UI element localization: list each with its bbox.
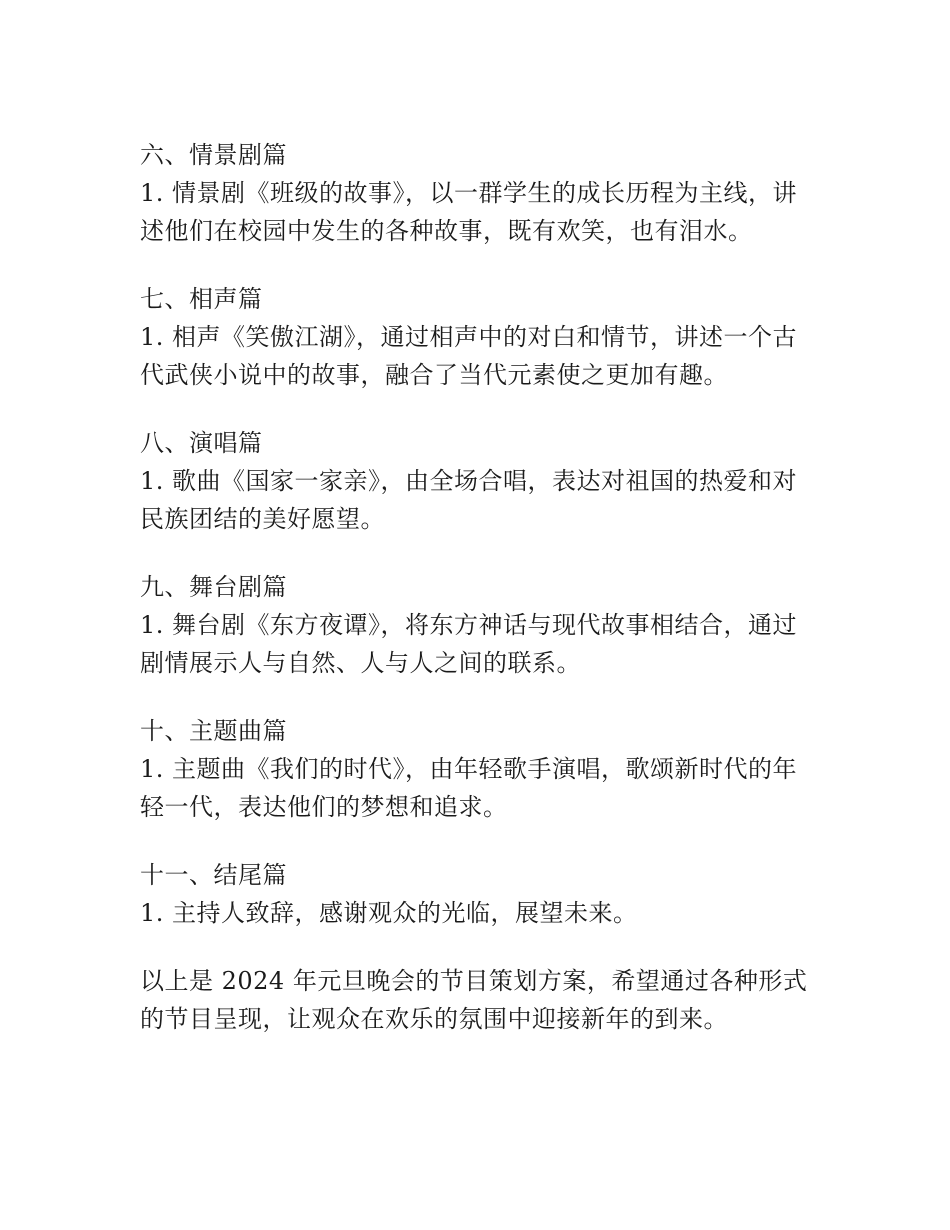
document-page xyxy=(140,136,820,1068)
section-heading: 六、情景剧篇 xyxy=(140,141,287,169)
section-heading: 八、演唱篇 xyxy=(140,429,263,457)
paragraph-line: 以上是 2024 年元旦晚会的节目策划方案，希望通过各种形式 xyxy=(140,967,808,995)
paragraph-line: 1. 歌曲《国家一家亲》，由全场合唱，表达对祖国的热爱和对 xyxy=(140,467,798,495)
paragraph-line: 1. 情景剧《班级的故事》，以一群学生的成长历程为主线，讲 xyxy=(140,179,798,207)
paragraph-line: 代武侠小说中的故事，融合了当代元素使之更加有趣。 xyxy=(140,361,728,389)
paragraph-line: 1. 舞台剧《东方夜谭》，将东方神话与现代故事相结合，通过 xyxy=(140,611,798,639)
section-heading: 九、舞台剧篇 xyxy=(140,573,287,601)
section-ending xyxy=(140,856,820,932)
section-heading: 十一、结尾篇 xyxy=(140,861,287,889)
section-heading: 十、主题曲篇 xyxy=(140,717,287,745)
section-heading: 七、相声篇 xyxy=(140,285,263,313)
paragraph-line: 轻一代，表达他们的梦想和追求。 xyxy=(140,793,508,821)
section-stage-play xyxy=(140,568,820,682)
paragraph-line: 的节目呈现，让观众在欢乐的氛围中迎接新年的到来。 xyxy=(140,1005,728,1033)
section-theme-song xyxy=(140,712,820,826)
paragraph-line: 1. 相声《笑傲江湖》，通过相声中的对白和情节，讲述一个古 xyxy=(140,323,798,351)
paragraph-line: 述他们在校园中发生的各种故事，既有欢笑，也有泪水。 xyxy=(140,217,753,245)
paragraph-line: 剧情展示人与自然、人与人之间的联系。 xyxy=(140,649,581,677)
closing-paragraph xyxy=(140,962,820,1038)
paragraph-line: 民族团结的美好愿望。 xyxy=(140,505,385,533)
section-singing xyxy=(140,424,820,538)
section-sitcom xyxy=(140,136,820,250)
paragraph-line: 1. 主题曲《我们的时代》，由年轻歌手演唱，歌颂新时代的年 xyxy=(140,755,798,783)
paragraph-line: 1. 主持人致辞，感谢观众的光临，展望未来。 xyxy=(140,899,638,927)
section-crosstalk xyxy=(140,280,820,394)
